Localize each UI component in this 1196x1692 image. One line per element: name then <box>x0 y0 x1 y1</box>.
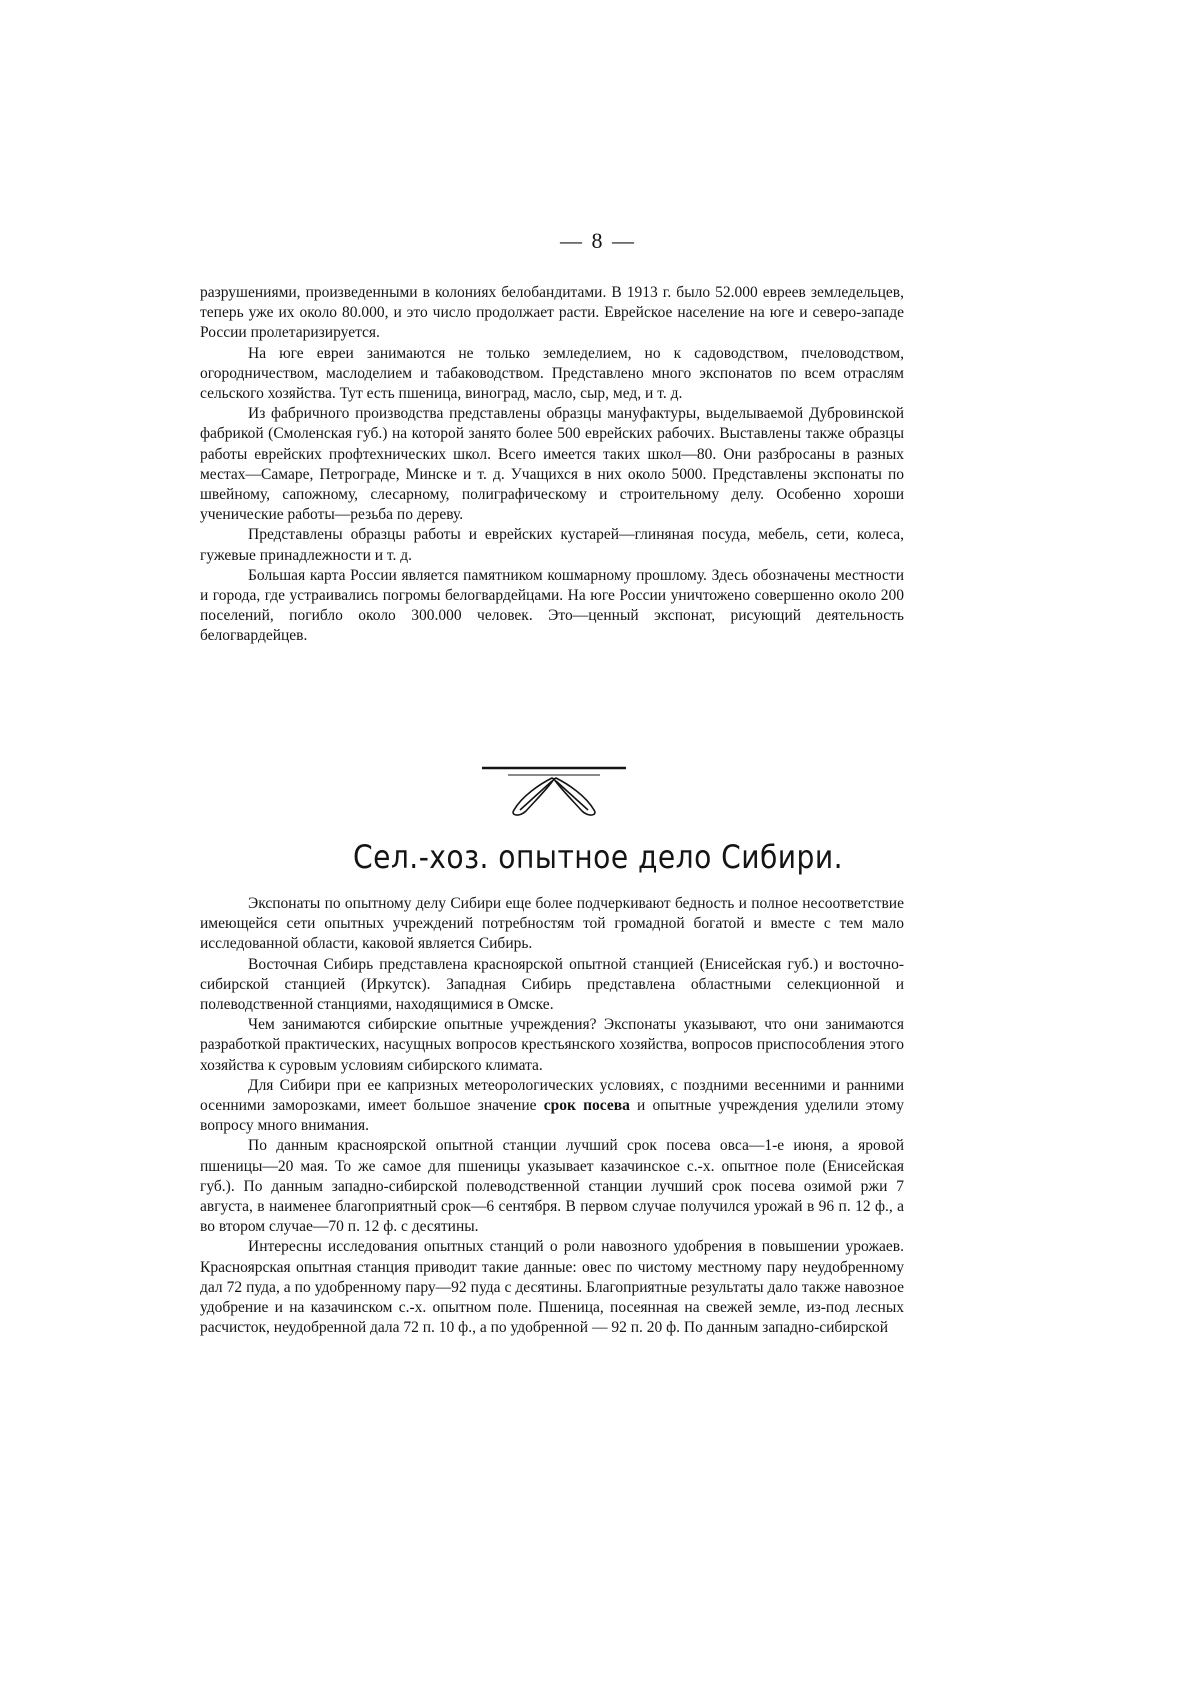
page-number: — 8 — <box>560 228 636 253</box>
paragraph: Из фабричного производства представлены образцы мануфактуры, выделываемой Дубровинской фабрикой (Смоленская губ.) на которой занято более 500 еврейских рабочих. Выставлены также образцы работы еврейских профтехнических школ. Всего имеется таких школ—80. Они разбросаны в разных местах—Самаре, Петрограде, Минске и т. д. Учащихся в них около 5000. Представлены экспонаты по швейному, сапожному, слесарному, полиграфическому и строительному делу. Особенно хороши ученические работы—резьба по дереву. <box>200 405 904 524</box>
paragraph: Чем занимаются сибирские опытные учреждения? Экспонаты указывают, что они занимаются разработкой практических, насущных вопросов крестьянского хозяйства, вопросов приспособления этого хозяйства к суровым условиям сибирского климата. <box>200 1016 904 1074</box>
paragraph <box>200 1076 904 1137</box>
paragraph: Экспонаты по опытному делу Сибири еще более подчеркивают бедность и полное несоответствие имеющейся сети опытных учреждений потребностям той громадной богатой и вместе с тем мало исследованной области, каковой является Сибирь. <box>200 895 904 953</box>
paragraph: Восточная Сибирь представлена красноярской опытной станцией (Енисейская губ.) и восточно-сибирской станцией (Иркутск). Западная Сибирь представлена областными селекционной и полеводственной станциями, находящимися в Омске. <box>200 955 904 1014</box>
paragraph: Большая карта России является памятником кошмарному прошлому. Здесь обозначены местности и города, где устраивались погромы белогвардейцами. На юге России уничтожено совершенно около 200 поселений, погибло около 300.000 человек. Это—ценный экспонат, рисующий деятельность белогвардейцев. <box>200 566 904 645</box>
paragraph-text: и опытные учреждения уделили этому вопросу много внимания. <box>200 1097 905 1135</box>
paragraph: На юге евреи занимаются не только земледелием, но к садоводством, пчеловодством, огородничеством, маслоделием и табаководством. Представлено много экспонатов по всем отраслям сельского хозяйства. Тут есть пшеница, виноград, масло, сыр, мед, и т. д. <box>200 344 904 403</box>
paragraph: Представлены образцы работы и еврейских кустарей—глиняная посуда, мебель, сети, колеса, гужевые принадлежности и т. д. <box>200 526 904 564</box>
paragraph-text: Для Сибири при ее капризных метеорологических условиях, с поздними весенними и ранними осенними заморозками, имеет большое значение <box>200 1076 904 1115</box>
paragraph: Интересны исследования опытных станций о роли навозного удобрения в повышении урожаев. Красноярская опытная станция приводит такие данные: овес по чистому местному пару неудобренному дал 72 пуда, а по удобренному пару—92 пуда с десятины. Благоприятные результаты дало также навозное удобрение и на казачинском с.-х. опытном поле. Пшеница, посеянная на свежей земле, из-под лесных расчисток, неудобренной дала 72 п. 10 ф., а по удобренной — 92 п. 20 ф. По данным западно-сибирской <box>200 1238 904 1337</box>
paragraph: По данным красноярской опытной станции лучший срок посева овса—1-е июня, а яровой пшеницы—20 мая. То же самое для пшеницы указывает казачинское с.-х. опытное поле (Енисейская губ.). По данным западно-сибирской полеводственной станции лучший срок посева озимой ржи 7 августа, в наименее благоприятный срок—6 сентября. В первом случае получился урожай в 96 п. 12 ф., а во втором случае—70 п. 12 ф. с десятины. <box>200 1137 904 1236</box>
section-title: Сел.-хоз. опытное дело Сибири. <box>353 838 843 876</box>
article-body <box>200 894 904 1338</box>
emphasized-term: срок посева <box>543 1097 630 1115</box>
paragraph: разрушениями, произведенными в колониях белобандитами. В 1913 г. было 52.000 евреев земледельцев, теперь уже их около 80.000, и это число продолжает расти. Еврейское население на юге и северо-западе России пролетаризируется. <box>200 284 904 342</box>
section-divider-ornament <box>478 766 630 818</box>
article-continuation <box>200 283 904 647</box>
